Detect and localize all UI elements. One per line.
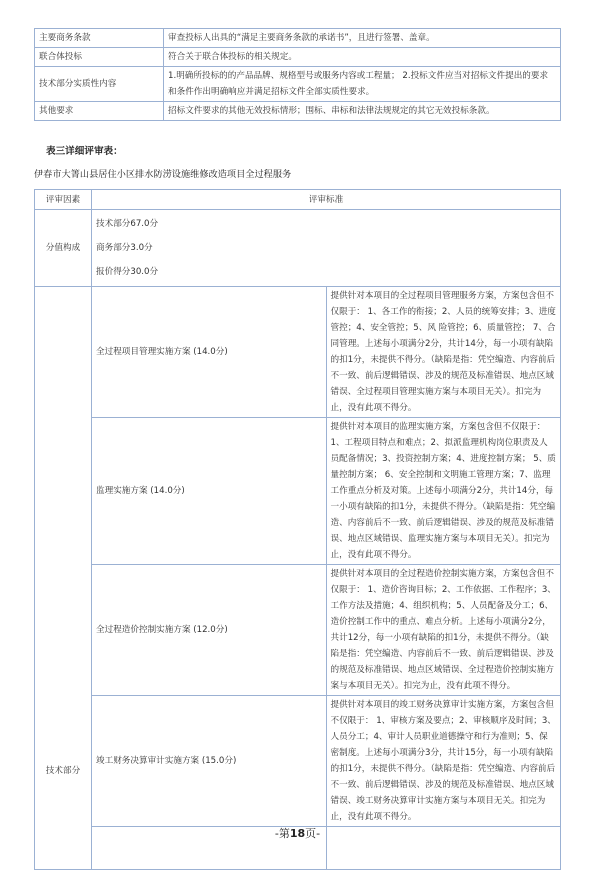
score-composition-label: 分值构成 bbox=[35, 210, 92, 287]
item-desc: 提供针对本项目的监理实施方案，方案包含但不仅限于：1、工程项目特点和难点；2、拟派监理机构岗位职责及人员配备情况；3、投资控制方案；4、进度控制方案； 5、质量控制方案； 6、安全控制和文明施工管理方案；7、监理工作重点分析及对策。上述每小项满分2分，共计14分，每一小项有缺陷的扣1分，未提供不得分。（缺陷是指：凭空编造、内容前后不一致、前后逻辑错误、涉及的规范及标准错误、地点区域错误、监理实施方案与本项目无关）。扣完为止，没有此项不得分。 bbox=[326, 418, 561, 565]
score-composition-row bbox=[35, 210, 561, 287]
item-name: 全过程造价控制实施方案 (12.0分) bbox=[92, 565, 327, 696]
header-factor: 评审因素 bbox=[35, 190, 92, 210]
row-label: 主要商务条款 bbox=[35, 29, 164, 48]
table-row bbox=[35, 29, 561, 48]
score-line-tech: 技术部分67.0分 bbox=[96, 219, 159, 229]
table-row bbox=[35, 565, 561, 696]
table-row bbox=[35, 67, 561, 102]
row-label: 其他要求 bbox=[35, 102, 164, 121]
section-title: 表三详细评审表： bbox=[46, 146, 123, 157]
row-text: 1.明确所投标的的产品品牌、规格型号或服务内容或工程量； 2.投标文件应当对招标文件提出的要求和条件作出明确响应并满足招标文件全部实质性要求。 bbox=[164, 67, 561, 102]
table-row bbox=[35, 696, 561, 827]
table-row bbox=[35, 102, 561, 121]
table-header-row bbox=[35, 190, 561, 210]
row-label: 联合体投标 bbox=[35, 48, 164, 67]
item-name: 竣工财务决算审计实施方案 (15.0分) bbox=[92, 696, 327, 827]
tech-part-label: 技术部分 bbox=[35, 287, 92, 870]
score-line-business: 商务部分3.0分 bbox=[96, 243, 153, 253]
row-label: 技术部分实质性内容 bbox=[35, 67, 164, 102]
evaluation-table bbox=[34, 189, 561, 870]
page-prefix: -第 bbox=[274, 827, 290, 840]
page-suffix: 页- bbox=[305, 827, 321, 840]
header-standard: 评审标准 bbox=[92, 190, 561, 210]
project-title: 伊春市大箐山县居住小区排水防涝设施维修改造项目全过程服务 bbox=[34, 169, 292, 180]
item-desc: 提供针对本项目的全过程造价控制实施方案，方案包含但不仅限于： 1、造价咨询目标；2、工作依据、工作程序；3、工作方法及措施；4、组织机构；5、人员配备及分工；6、造价控制工作中的重点、难点分析。上述每小项满分2分，共计12分，每一小项有缺陷的扣1分，未提供不得分。（缺陷是指：凭空编造、内容前后不一致、前后逻辑错误、涉及的规范及标准错误、地点区域错误、全过程造价控制实施方案与本项目无关）。扣完为止，没有此项不得分。 bbox=[326, 565, 561, 696]
table-row bbox=[35, 48, 561, 67]
item-name: 全过程项目管理实施方案 (14.0分) bbox=[92, 287, 327, 418]
table-row bbox=[35, 418, 561, 565]
row-text: 符合关于联合体投标的相关规定。 bbox=[164, 48, 561, 67]
item-desc: 提供针对本项目的全过程项目管理服务方案，方案包含但不仅限于： 1、各工作的衔接；2、人员的统筹安排；3、进度管控；4、安全管控；5、风 险管控；6、质量管控； 7、合同管理。上述每小项满分2分，共计14分，每一小项有缺陷的扣1分，未提供不得分。（缺陷是指：凭空编造、内容前后不一致、前后逻辑错误、涉及的规范及标准错误、地点区域错误、全过程项目管理实施方案与本项目无关）。扣完为止，没有此项不得分。 bbox=[326, 287, 561, 418]
item-name: 监理实施方案 (14.0分) bbox=[92, 418, 327, 565]
qualification-table bbox=[34, 28, 561, 121]
score-line-price: 报价得分30.0分 bbox=[96, 267, 159, 277]
item-desc: 提供针对本项目的竣工财务决算审计实施方案，方案包含但不仅限于： 1、审核方案及要点；2、审核顺序及时间；3、人员分工；4、审计人员职业道德操守和行为准则；5、保密制度。上述每小项满分3分，共计15分，每一小项有缺陷的扣1分，未提供不得分。（缺陷是指：凭空编造、内容前后不一致、前后逻辑错误、涉及的规范及标准错误、地点区域错误、竣工财务决算审计实施方案与本项目无关。扣完为止，没有此项不得分。 bbox=[326, 696, 561, 827]
table-row bbox=[35, 287, 561, 418]
page-number bbox=[0, 825, 595, 841]
page-number-value: 18 bbox=[289, 827, 306, 840]
row-text: 招标文件要求的其他无效投标情形；围标、串标和法律法规规定的其它无效投标条款。 bbox=[164, 102, 561, 121]
row-text: 审查投标人出具的“满足主要商务条款的承诺书”，且进行签署、盖章。 bbox=[164, 29, 561, 48]
